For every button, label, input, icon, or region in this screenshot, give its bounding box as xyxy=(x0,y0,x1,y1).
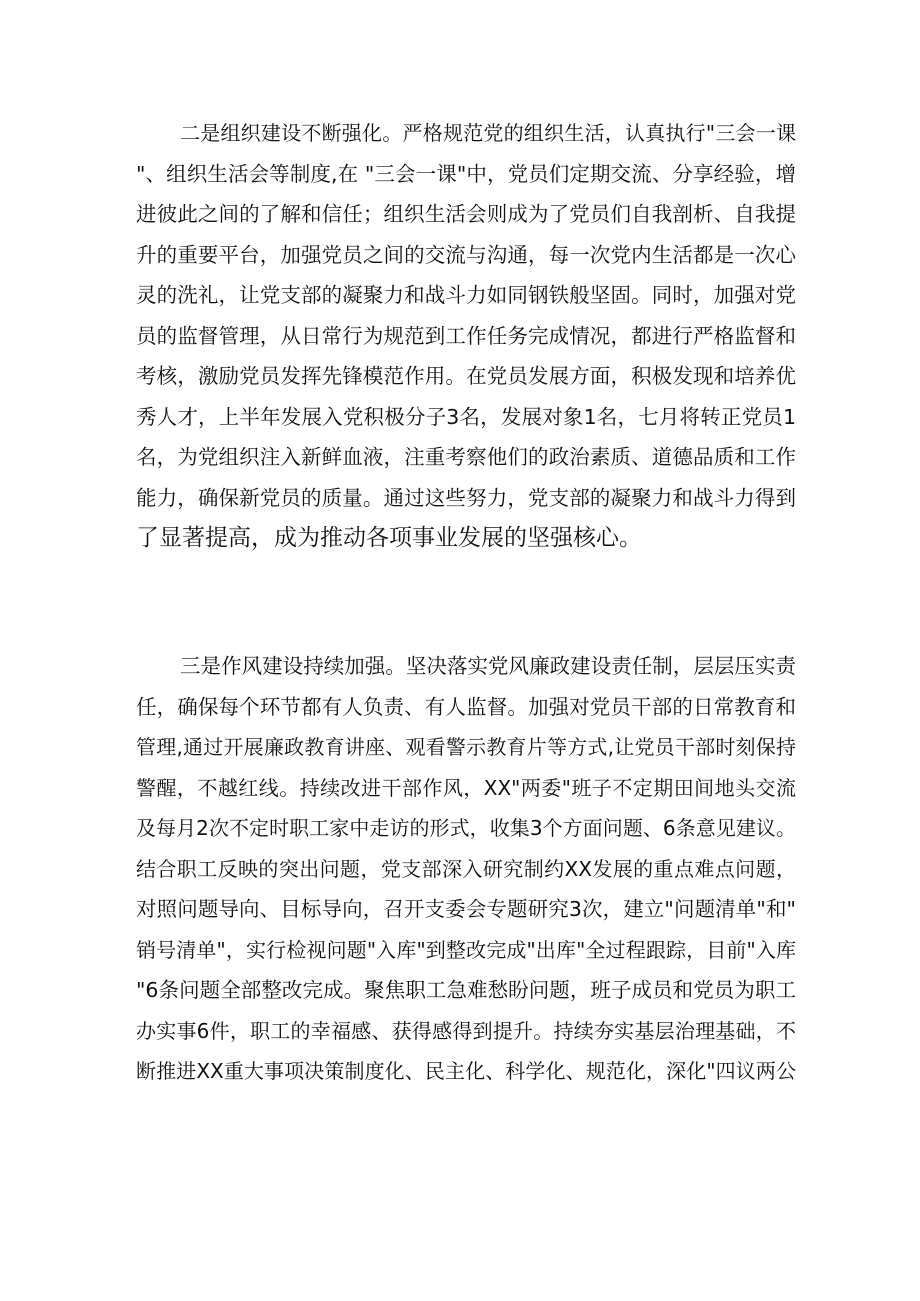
text-line: 进彼此之间的了解和信任；组织生活会则成为了党员们自我剖析、自我提 xyxy=(136,202,796,226)
text-line: 断推进XX重大事项决策制度化、民主化、科学化、规范化，深化"四议两公 xyxy=(136,1059,796,1083)
text-line: 销号清单"，实行检视问题"入库"到整改完成"出库"全过程跟踪，目前"入库 xyxy=(136,937,796,962)
text-line: 能力，确保新党员的质量。通过这些努力，党支部的凝聚力和战斗力得到 xyxy=(136,485,796,510)
text-line: 名，为党组织注入新鲜血液，注重考察他们的政治素质、道德品质和工作 xyxy=(136,445,796,469)
text-line: 考核，激励党员发挥先锋模范作用。在党员发展方面，积极发现和培养优 xyxy=(136,364,796,388)
paragraph-work-style-building xyxy=(136,646,796,1092)
text-line: 了显著提高，成为推动各项事业发展的坚强核心。 xyxy=(136,525,642,551)
text-line: 警醒，不越红线。持续改进干部作风，XX"两委"班子不定期田间地头交流 xyxy=(136,775,796,800)
text-line: 任，确保每个环节都有人负责、有人监督。加强对党员干部的日常教育和 xyxy=(136,694,796,719)
text-line: 三是作风建设持续加强。坚决落实党风廉政建设责任制，层层压实责 xyxy=(180,654,796,678)
text-line: 灵的洗礼，让党支部的凝聚力和战斗力如同钢铁般坚固。同时，加强对党 xyxy=(136,283,796,307)
text-line: "6条问题全部整改完成。聚焦职工急难愁盼问题，班子成员和党员为职工 xyxy=(136,978,796,1002)
text-line: 二是组织建设不断强化。严格规范党的组织生活，认真执行"三会一课 xyxy=(180,121,796,145)
text-line: 及每月2次不定时职工家中走访的形式，收集3个方面问题、6条意见建议。 xyxy=(136,816,796,840)
paragraph-organization-building xyxy=(136,113,796,559)
text-line: 升的重要平台，加强党员之间的交流与沟通，每一次党内生活都是一次心 xyxy=(136,242,796,267)
text-line: 秀人才，上半年发展入党积极分子3名，发展对象1名，七月将转正党员1 xyxy=(136,404,796,429)
text-line: "、组织生活会等制度,在 "三会一课"中，党员们定期交流、分享经验，增 xyxy=(136,161,796,186)
text-line: 员的监督管理，从日常行为规范到工作任务完成情况，都进行严格监督和 xyxy=(136,323,796,348)
text-line: 管理,通过开展廉政教育讲座、观看警示教育片等方式,让党员干部时刻保持 xyxy=(136,735,796,759)
text-line: 对照问题导向、目标导向，召开支委会专题研究3次，建立"问题清单"和" xyxy=(136,897,796,921)
text-line: 办实事6件，职工的幸福感、获得感得到提升。持续夯实基层治理基础，不 xyxy=(136,1018,796,1043)
text-line: 结合职工反映的突出问题，党支部深入研究制约XX发展的重点难点问题， xyxy=(136,856,796,881)
